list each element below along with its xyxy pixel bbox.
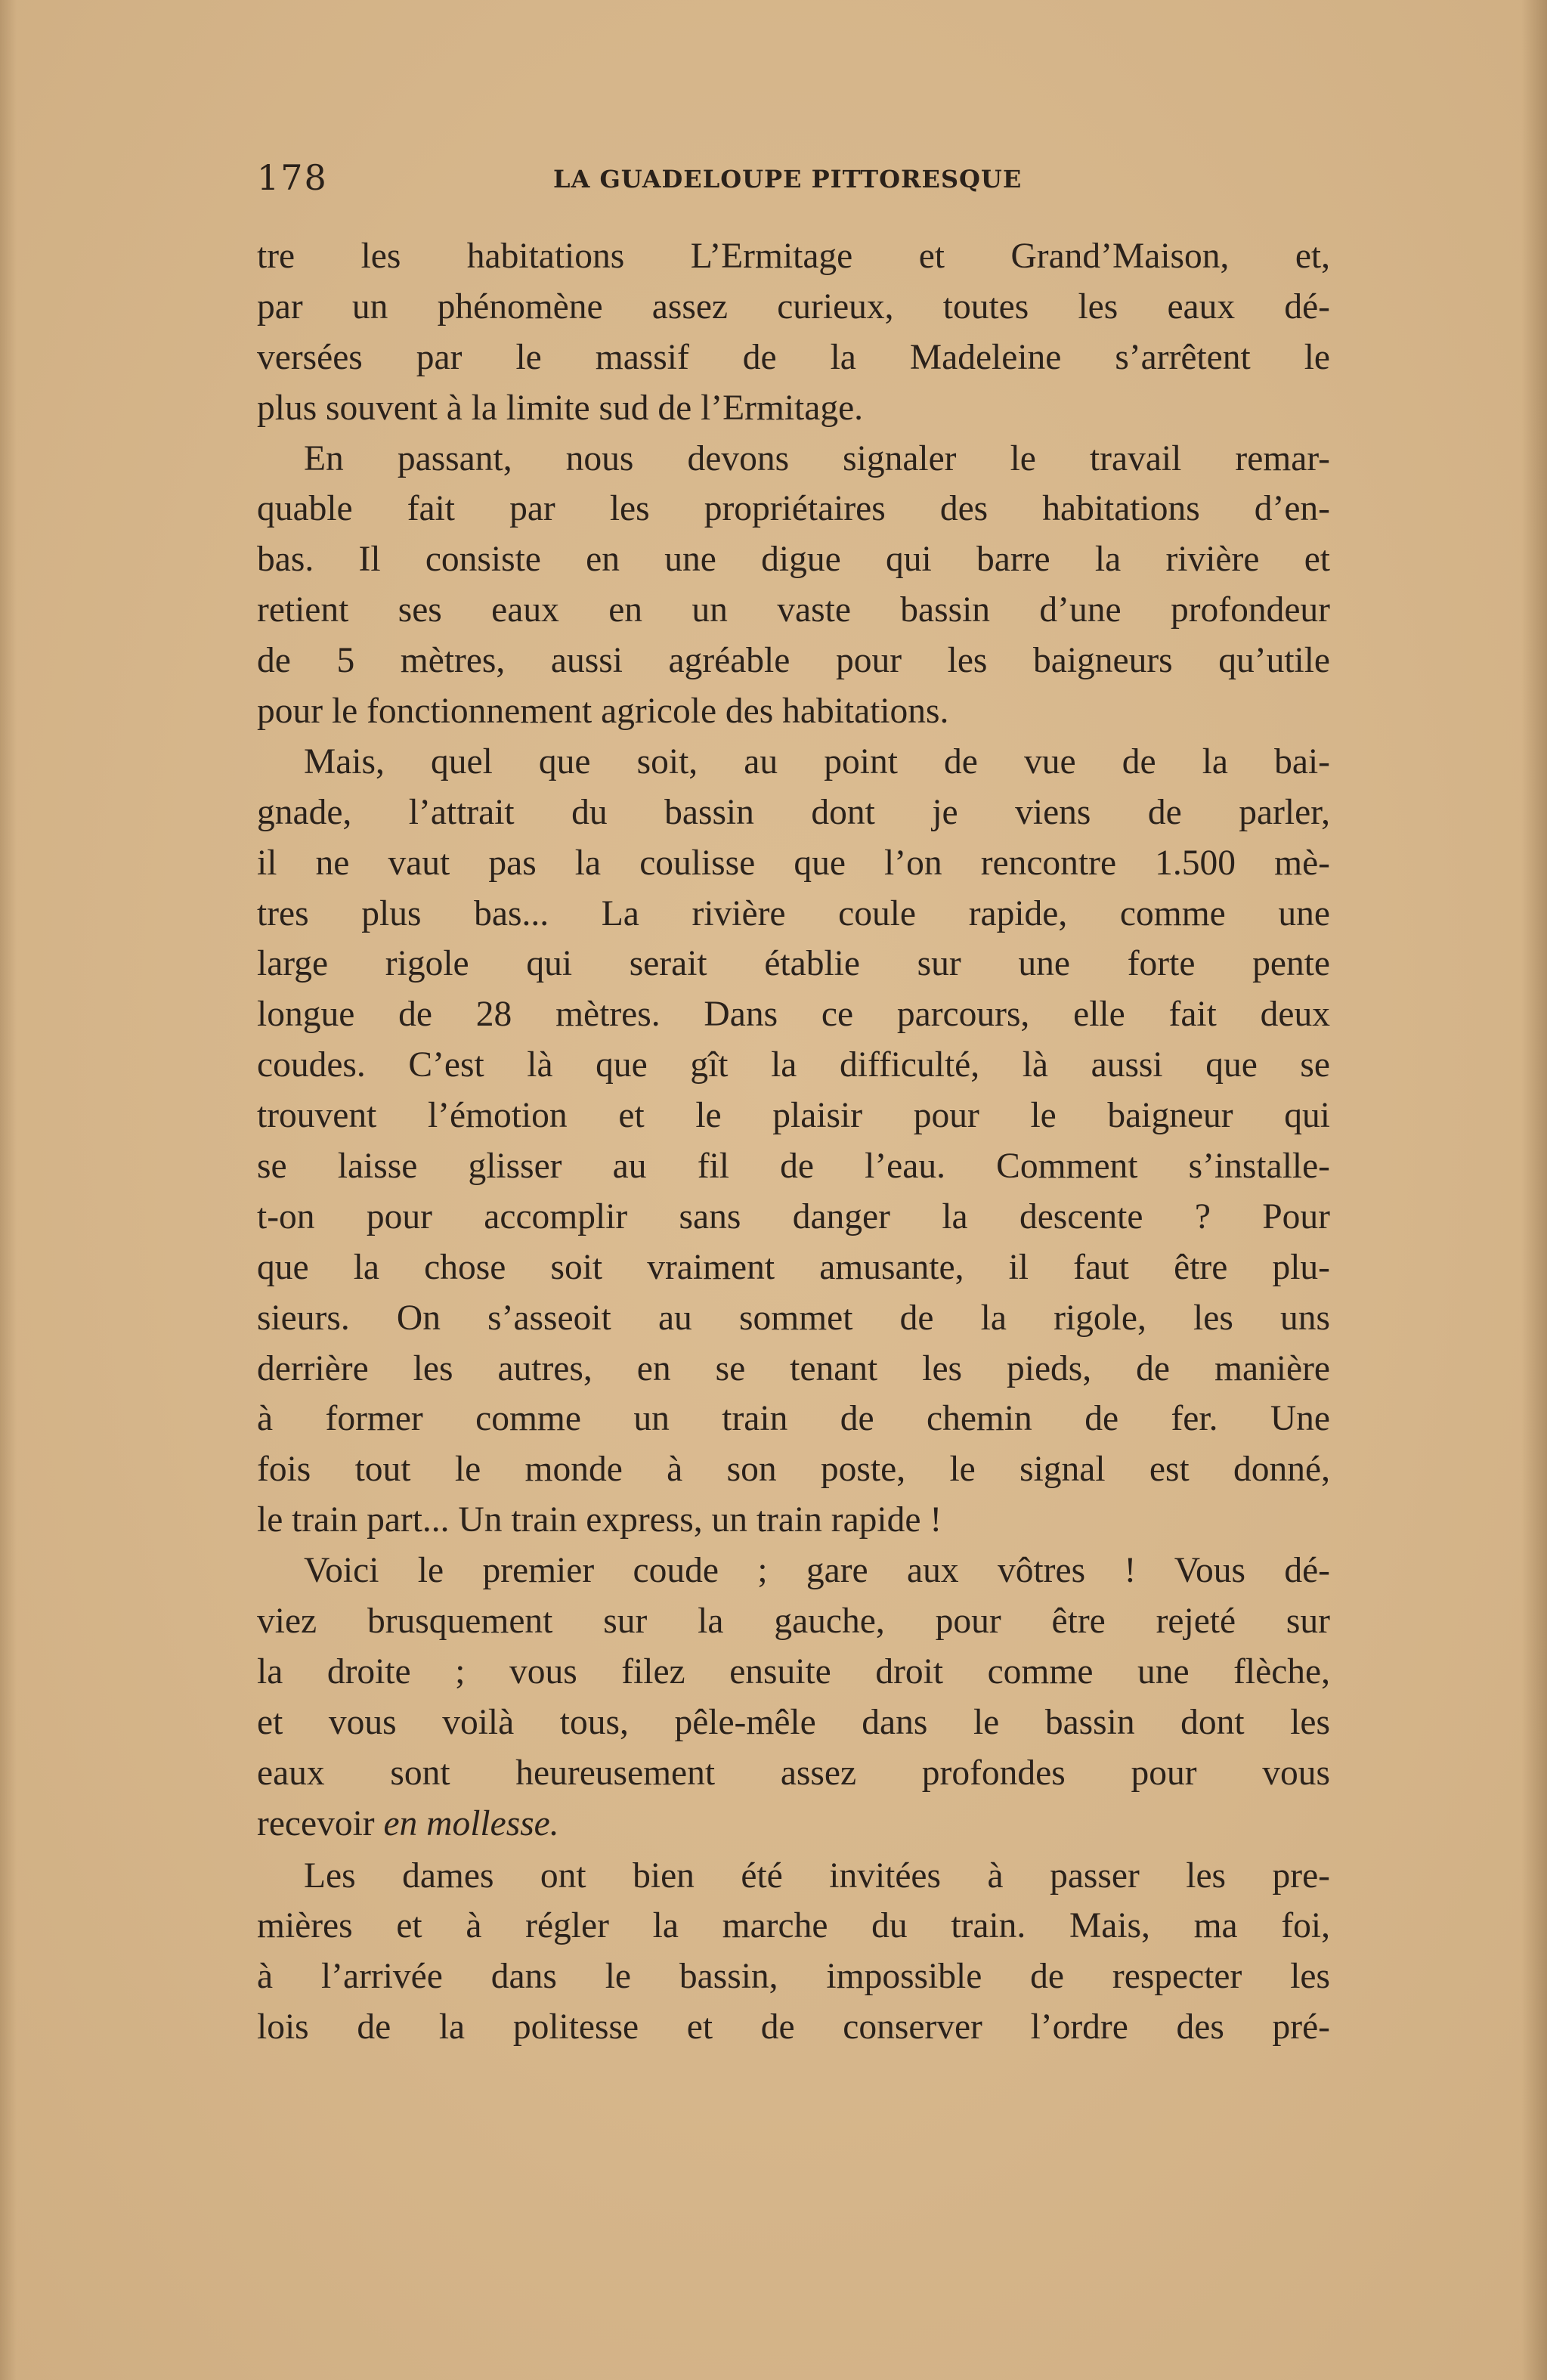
text-line: viez brusquement sur la gauche, pour être rejeté sur [257,1602,1330,1642]
text-line: En passant, nous devons signaler le travail remar- [304,438,1330,478]
text-line: lois de la politesse et de conserver l’ordre des pré- [257,2007,1330,2047]
text-line: la droite ; vous filez ensuite droit comme une flèche, [257,1651,1330,1691]
text-line-with-italic: recevoir en mollesse. [257,1803,559,1843]
text-line: Mais, quel que soit, au point de vue de la bai- [304,741,1330,781]
text-line: par un phénomène assez curieux, toutes les eaux dé- [257,286,1330,327]
text-line: gnade, l’attrait du bassin dont je viens de parler, [257,792,1330,832]
page-number: 178 [257,157,328,198]
page-header [257,157,1330,203]
text-line: Voici le premier coude ; gare aux vôtres ! Vous dé- [304,1551,1330,1591]
text-line: à l’arrivée dans le bassin, impossible de respecter les [257,1957,1330,1997]
text-line: retient ses eaux en un vaste bassin d’une profondeur [257,590,1330,630]
page-left-edge-shadow [0,0,17,2380]
text-line: et vous voilà tous, pêle-mêle dans le bassin dont les [257,1702,1330,1742]
page-right-edge-shadow [1521,0,1547,2380]
text-line: pour le fonctionnement agricole des habitations. [257,692,949,732]
text-line: le train part... Un train express, un train rapide ! [257,1500,942,1540]
text-line: bas. Il consiste en une digue qui barre la rivière et [257,540,1330,580]
text-line: versées par le massif de la Madeleine s’arrêtent le [257,337,1330,377]
text-line: de 5 mètres, aussi agréable pour les baigneurs qu’utile [257,641,1330,681]
text-line: sieurs. On s’asseoit au sommet de la rigole, les uns [257,1298,1330,1338]
running-title: LA GUADELOUPE PITTORESQUE [553,165,1023,193]
text-line: Les dames ont bien été invitées à passer les pre- [304,1855,1330,1896]
body-text [257,231,1330,2053]
text-line: derrière les autres, en se tenant les pieds, de manière [257,1348,1330,1388]
text-line: se laisse glisser au fil de l’eau. Comment s’installe- [257,1147,1330,1187]
text-line: large rigole qui serait établie sur une forte pente [257,944,1330,984]
text-line: à former comme un train de chemin de fer. Une [257,1399,1330,1439]
text-line: trouvent l’émotion et le plaisir pour le baigneur qui [257,1096,1330,1136]
text-line: quable fait par les propriétaires des habitations d’en- [257,489,1330,529]
text-line: longue de 28 mètres. Dans ce parcours, elle fait deux [257,995,1330,1035]
text-line: t-on pour accomplir sans danger la descente ? Pour [257,1196,1330,1236]
text-line: que la chose soit vraiment amusante, il faut être plu- [257,1247,1330,1287]
text-line: plus souvent à la limite sud de l’Ermitage. [257,388,864,428]
text-line: fois tout le monde à son poste, le signal est donné, [257,1450,1330,1490]
text-line: coudes. C’est là que gît la difficulté, là aussi que se [257,1045,1330,1085]
italic-phrase: en mollesse. [383,1803,559,1843]
text-line: il ne vaut pas la coulisse que l’on rencontre 1.500 mè- [257,843,1330,883]
text-line: eaux sont heureusement assez profondes pour vous [257,1753,1330,1793]
text-line: mières et à régler la marche du train. Mais, ma foi, [257,1906,1330,1946]
text-line: tre les habitations L’Ermitage et Grand’Maison, et, [257,237,1330,276]
text-line: tres plus bas... La rivière coule rapide, comme une [257,893,1330,933]
